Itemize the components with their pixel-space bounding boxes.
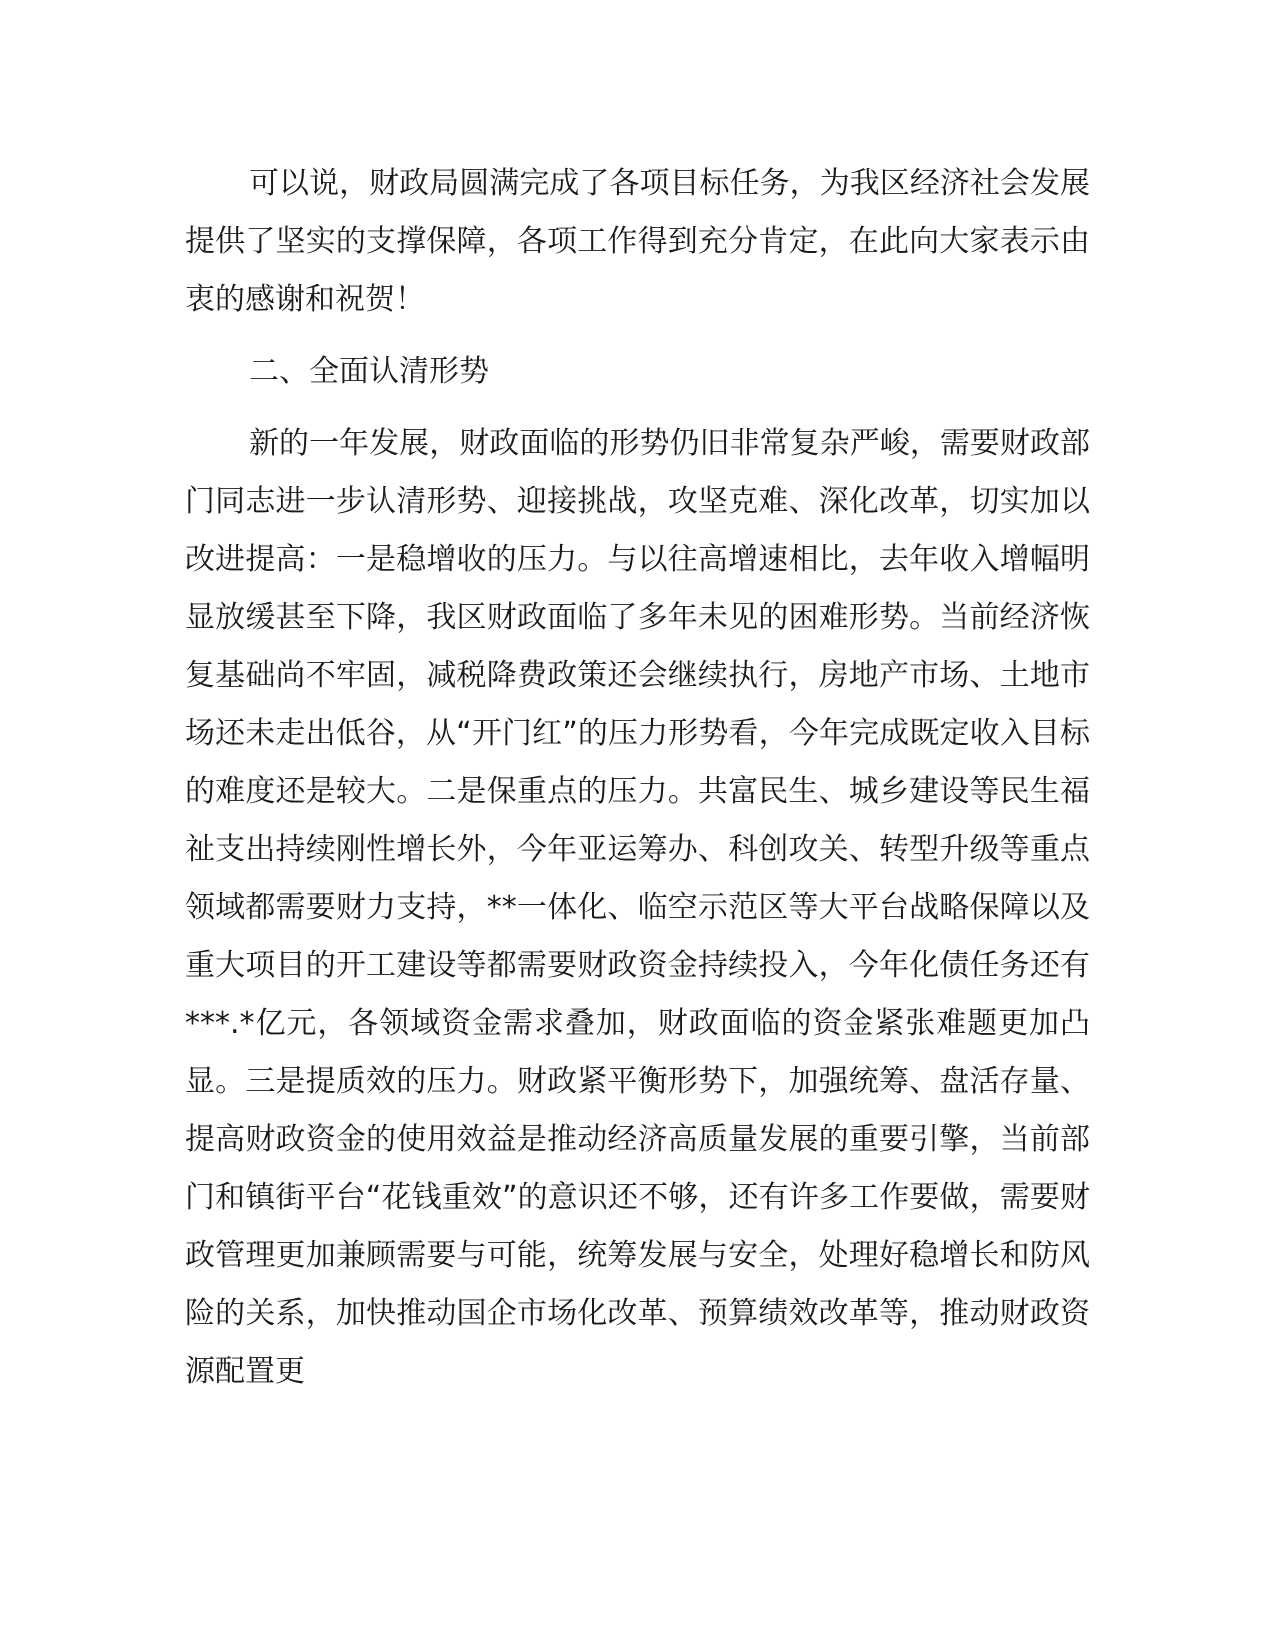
document-body bbox=[185, 155, 1090, 1415]
paragraph-summary: 可以说，财政局圆满完成了各项目标任务，为我区经济社会发展提供了坚实的支撑保障，各项工作得到充分肯定，在此向大家表示由衷的感谢和祝贺！ bbox=[185, 166, 1090, 317]
paragraph-situation: 新的一年发展，财政面临的形势仍旧非常复杂严峻，需要财政部门同志进一步认清形势、迎接挑战，攻坚克难、深化改革，切实加以改进提高：一是稳增收的压力。与以往高增速相比，去年收入增幅明显放缓甚至下降，我区财政面临了多年未见的困难形势。当前经济恢复基础尚不牢固，减税降费政策还会继续执行，房地产市场、土地市场还未走出低谷，从“开门红”的压力形势看，今年完成既定收入目标的难度还是较大。二是保重点的压力。共富民生、城乡建设等民生福祉支出持续刚性增长外，今年亚运筹办、科创攻关、转型升级等重点领域都需要财力支持，**一体化、临空示范区等大平台战略保障以及重大项目的开工建设等都需要财政资金持续投入，今年化债任务还有***.*亿元，各领域资金需求叠加，财政面临的资金紧张难题更加凸显。三是提质效的压力。财政紧平衡形势下，加强统筹、盘活存量、提高财政资金的使用效益是推动经济高质量发展的重要引擎，当前部门和镇街平台“花钱重效”的意识还不够，还有许多工作要做，需要财政管理更加兼顾需要与可能，统筹发展与安全，处理好稳增长和防风险的关系，加快推动国企市场化改革、预算绩效改革等，推动财政资源配置更 bbox=[185, 426, 1090, 1389]
section-heading: 二、全面认清形势 bbox=[249, 354, 489, 389]
